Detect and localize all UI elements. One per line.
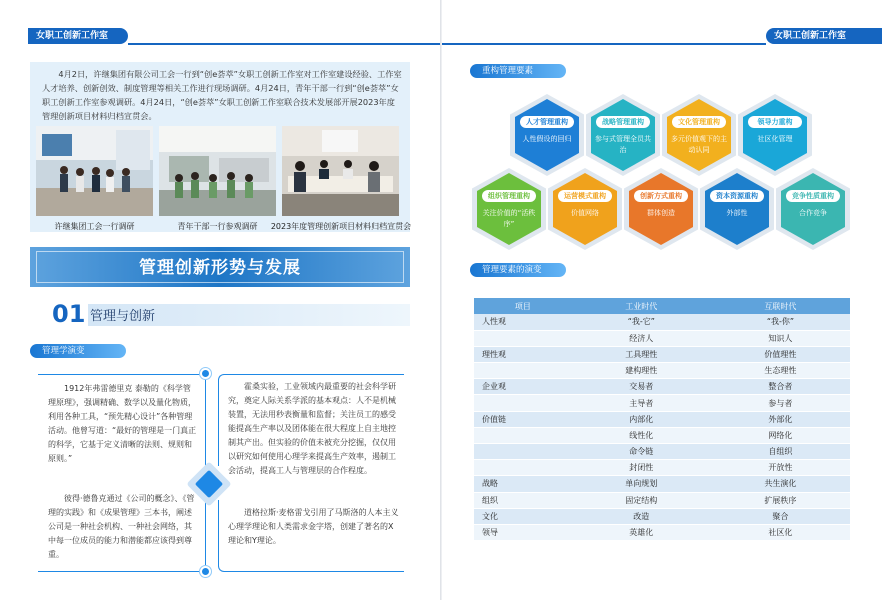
cell-industrial: 英雄化 [572, 524, 711, 540]
header-rule-right [442, 43, 766, 45]
caption-1: 许继集团工会一行调研 [54, 222, 135, 231]
cell-industrial: 改造 [572, 508, 711, 524]
cell-industrial: “我-它” [572, 314, 711, 330]
table-row [474, 444, 850, 460]
row-category: 理性观 [474, 346, 572, 362]
hexagon-title: 竞争性质重构 [786, 190, 840, 202]
cell-internet: “我-你” [711, 314, 850, 330]
cell-internet: 社区化 [711, 524, 850, 540]
row-category: 文化 [474, 508, 572, 524]
table-body [474, 314, 850, 541]
photo-archive-meeting [282, 126, 399, 216]
hexagon-card [548, 168, 622, 250]
cell-internet: 共生演化 [711, 476, 850, 492]
cell-internet: 自组织 [711, 444, 850, 460]
hexagon-card [510, 94, 584, 176]
page-spine [440, 0, 442, 600]
caption-2: 青年干部一行参观调研 [177, 222, 258, 231]
pill-evolution: 管理学演变 [30, 344, 126, 358]
banner-title: 管理创新形势与发展 [36, 251, 404, 283]
header-tag-right: 女职工创新工作室 [766, 28, 882, 44]
hexagon-desc: 关注价值的“活秩序” [482, 209, 536, 228]
hexagon-desc: 社区化管理 [757, 135, 793, 143]
photo-youth-visit [159, 126, 276, 216]
hexagon-card [624, 168, 698, 250]
row-category: 价值链 [474, 411, 572, 427]
hexagon-desc: 群体创造 [647, 209, 675, 217]
hexagon-title: 运营模式重构 [558, 190, 612, 202]
table-header-item: 项目 [474, 298, 572, 314]
caption-3: 2023年度管理创新项目材料归档宣贯会 [270, 222, 412, 231]
table-row [474, 330, 850, 346]
evolution-block-taylor: 1912年弗雷德里克 泰勒的《科学管理原理》，强调精确、数学以及量化物质，利用各种工具，“预先精心设计”各种管理活动。他曾写道：“最好的管理是一门真正的科学，它基于定义清晰的法则、规则和原则。” [48, 384, 197, 463]
hexagon-desc: 人性假设的回归 [522, 135, 572, 143]
hexagon-title: 资本资源重构 [710, 190, 764, 202]
header-rule-left [128, 43, 440, 45]
table-row [474, 492, 850, 508]
hexagon-card [662, 94, 736, 176]
frame-dot-top [200, 368, 211, 379]
row-category: 战略 [474, 476, 572, 492]
table-row [474, 411, 850, 427]
row-category [474, 460, 572, 476]
elements-table [474, 298, 850, 541]
cell-industrial: 内部化 [572, 411, 711, 427]
cell-internet: 知识人 [711, 330, 850, 346]
row-category [474, 363, 572, 379]
hexagon-title: 领导力重构 [748, 116, 802, 128]
intro-text: 4月2日，许继集团有限公司工会一行到“创e荟萃”女职工创新工作室对工作室建设经验、工作室人才培养、创新创效、制度管理等相关工作进行现场调研。4月24日，青年干部一行到“创e荟萃”女职工创新工作室参观调研。4月24日，“创e荟萃”女职工创新工作室联合技术发展部开展2023年度管理创新项目材料归档宣贯会。 [42, 69, 402, 121]
section-number: 01 [52, 300, 86, 328]
cell-internet: 开放性 [711, 460, 850, 476]
pill-reconstruct: 重构管理要素 [470, 64, 566, 78]
row-category: 人性观 [474, 314, 572, 330]
cell-industrial: 线性化 [572, 427, 711, 443]
table-header-row [474, 298, 850, 314]
table-header-internet: 互联时代 [711, 298, 850, 314]
cell-industrial: 封闭性 [572, 460, 711, 476]
section-heading [30, 300, 410, 328]
table-row [474, 476, 850, 492]
photo-union-visit [36, 126, 153, 216]
header-tag-left: 女职工创新工作室 [28, 28, 128, 44]
hexagon-title: 战略管理重构 [596, 116, 650, 128]
row-category [474, 330, 572, 346]
cell-internet: 生态理性 [711, 363, 850, 379]
table-row [474, 314, 850, 330]
hexagon-desc: 多元价值观下的主动认同 [671, 135, 727, 154]
cell-internet: 整合者 [711, 379, 850, 395]
cell-internet: 外部化 [711, 411, 850, 427]
hexagon-title: 创新方式重构 [634, 190, 688, 202]
hexagon-card [472, 168, 546, 250]
cell-internet: 价值理性 [711, 346, 850, 362]
cell-internet: 参与者 [711, 395, 850, 411]
row-category [474, 395, 572, 411]
evolution-block-mcgregor: 道格拉斯·麦格雷戈引用了马斯洛的人本主义心理学理论和人类需求金字塔，创建了著名的X理论和Y理论。 [228, 508, 399, 545]
cell-internet: 扩展秩序 [711, 492, 850, 508]
table-row [474, 363, 850, 379]
hexagon-desc: 价值网络 [571, 209, 599, 217]
cell-industrial: 建构理性 [572, 363, 711, 379]
evolution-block-hawthorne: 霍桑实验，工业领域内最重要的社会科学研究，奠定人际关系学派的基本观点：人不是机械装置，无法用秒表衡量和监督；关注员工的感受能提高生产率以及团体能在很大程度上自主地控制其产出。但实验的价值未被充分挖掘，仅仅用以研究如何使用心理学来提高生产效率，遏制工会活动，提高工人与管理层的合作程度。 [228, 382, 396, 475]
table-row [474, 395, 850, 411]
table-row [474, 427, 850, 443]
row-category [474, 427, 572, 443]
cell-industrial: 交易者 [572, 379, 711, 395]
table-row [474, 379, 850, 395]
hexagon-card [776, 168, 850, 250]
cell-industrial: 命令链 [572, 444, 711, 460]
hexagon-desc: 合作竞争 [799, 209, 827, 217]
row-category: 企业观 [474, 379, 572, 395]
cell-industrial: 工具理性 [572, 346, 711, 362]
hexagon-title: 文化管理重构 [672, 116, 726, 128]
table-row [474, 508, 850, 524]
cell-industrial: 经济人 [572, 330, 711, 346]
hexagon-title: 人才管理重构 [520, 116, 574, 128]
table-header-industrial: 工业时代 [572, 298, 711, 314]
hexagon-card [700, 168, 774, 250]
table-row [474, 460, 850, 476]
section-title: 管理与创新 [90, 309, 156, 324]
table-row [474, 346, 850, 362]
hexagon-desc: 外部性 [726, 209, 748, 217]
frame-dot-bottom [200, 566, 211, 577]
row-category: 领导 [474, 524, 572, 540]
pill-elements: 管理要素的演变 [470, 263, 566, 277]
evolution-block-drucker: 彼得·德鲁克通过《公司的概念》、《管理的实践》和《成果管理》三本书，阐述公司是一种社会机构、一种社会网络，其中每一位成员的能力和潜能都应该得到尊重。 [48, 494, 195, 559]
row-category: 组织 [474, 492, 572, 508]
hexagon-title: 组织管理重构 [482, 190, 536, 202]
table-row [474, 524, 850, 540]
cell-industrial: 固定结构 [572, 492, 711, 508]
cell-internet: 网络化 [711, 427, 850, 443]
hexagon-card [738, 94, 812, 176]
cell-industrial: 单向规划 [572, 476, 711, 492]
hexagon-desc: 参与式管理全员共治 [595, 135, 651, 154]
cell-internet: 聚合 [711, 508, 850, 524]
cell-industrial: 主导者 [572, 395, 711, 411]
row-category [474, 444, 572, 460]
hexagon-card [586, 94, 660, 176]
